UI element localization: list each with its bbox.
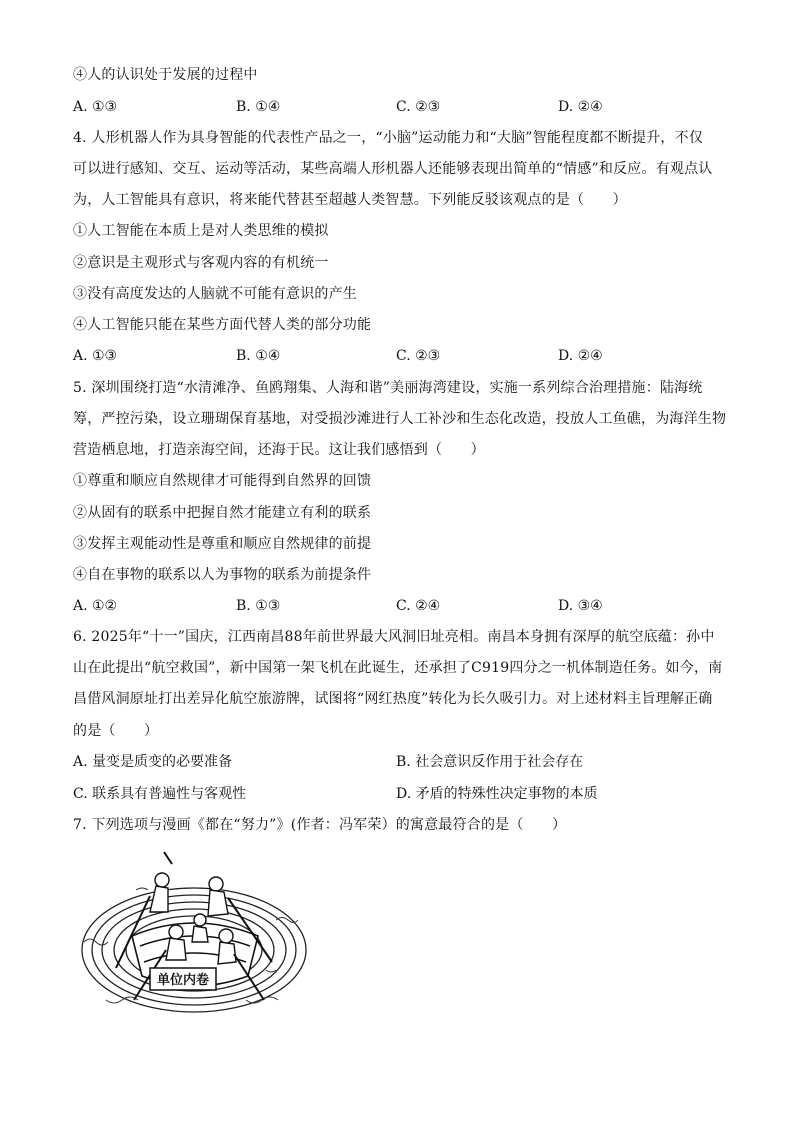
q4-item-3: ③没有高度发达的人脑就不可能有意识的产生	[73, 286, 357, 302]
q6-stem-line-3: 昌借风洞原址打出差异化航空旅游牌，试图将“网红热度”转化为长久吸引力。对上述材料主旨理解正确	[73, 691, 713, 707]
q5-stem-line-1: 5. 深圳围绕打造“水清滩净、鱼鸥翔集、人海和谐”美丽海湾建设，实施一系列综合治理措施：陆海统	[73, 380, 703, 396]
q3-option-b: B. ①④	[236, 99, 281, 115]
q5-option-b: B. ①③	[236, 598, 281, 614]
q5-stem-line-2: 筹，严控污染，设立珊瑚保育基地，对受损沙滩进行人工补沙和生态化改造，投放人工鱼礁，为海洋生物	[73, 411, 727, 427]
q6-stem-line-2: 山在此提出“航空救国”，新中国第一架飞机在此诞生，还承担了C919四分之一机体制造任务。如今，南	[73, 660, 723, 676]
q6-stem-line-1: 6. 2025年“十一”国庆，江西南昌88年前世界最大风洞旧址亮相。南昌本身拥有深厚的航空底蕴：孙中	[73, 629, 715, 645]
q6-option-d: D. 矛盾的特殊性决定事物的本质	[396, 786, 598, 802]
q6-option-a: A. 量变是质变的必要准备	[73, 754, 233, 770]
q5-option-c: C. ②④	[396, 598, 441, 614]
q4-item-2: ②意识是主观形式与客观内容的有机统一	[73, 255, 329, 271]
hull-sign	[150, 968, 216, 990]
cartoon-illustration	[76, 850, 312, 1026]
q4-stem-line-1: 4. 人形机器人作为具身智能的代表性产品之一，“小脑”运动能力和“大脑”智能程度都不断提升，不仅	[73, 130, 704, 146]
q5-stem-line-3: 营造栖息地，打造亲海空间，还海于民。这让我们感悟到（ ）	[73, 442, 485, 458]
q3-option-c: C. ②③	[396, 99, 441, 115]
q3-option-d: D. ②④	[558, 99, 603, 115]
q7-stem: 7. 下列选项与漫画《都在“努力”》(作者：冯军荣）的寓意最符合的是（ ）	[73, 817, 567, 833]
q4-item-1: ①人工智能在本质上是对人类思维的模拟	[73, 223, 329, 239]
q4-option-d: D. ②④	[558, 348, 603, 364]
q4-option-c: C. ②③	[396, 348, 441, 364]
hull-sign-text: 单位内卷	[156, 973, 210, 988]
q5-item-3: ③发挥主观能动性是尊重和顺应自然规律的前提	[73, 536, 372, 552]
q4-stem-line-2: 可以进行感知、交互、运动等活动，某些高端人形机器人还能够表现出简单的“情感”和反应。有观点认	[73, 161, 713, 177]
q3-option-a: A. ①③	[73, 99, 118, 115]
q4-stem-line-3: 为，人工智能具有意识，将来能代替甚至超越人类智慧。下列能反驳该观点的是（ ）	[73, 192, 627, 208]
q5-option-d: D. ③④	[558, 598, 603, 614]
q6-option-c: C. 联系具有普遍性与客观性	[73, 786, 247, 802]
q5-option-a: A. ①②	[73, 598, 118, 614]
q5-item-2: ②从固有的联系中把握自然才能建立有利的联系	[73, 505, 372, 521]
q5-item-1: ①尊重和顺应自然规律才可能得到自然界的回馈	[73, 473, 372, 489]
q3-item-4: ④人的认识处于发展的过程中	[73, 67, 258, 83]
q4-option-a: A. ①③	[73, 348, 118, 364]
q5-item-4: ④自在事物的联系以人为事物的联系为前提条件	[73, 567, 372, 583]
q4-item-4: ④人工智能只能在某些方面代替人类的部分功能	[73, 317, 372, 333]
q6-stem-line-4: 的是（ ）	[73, 723, 159, 739]
q4-option-b: B. ①④	[236, 348, 281, 364]
q6-option-b: B. 社会意识反作用于社会存在	[396, 754, 584, 770]
